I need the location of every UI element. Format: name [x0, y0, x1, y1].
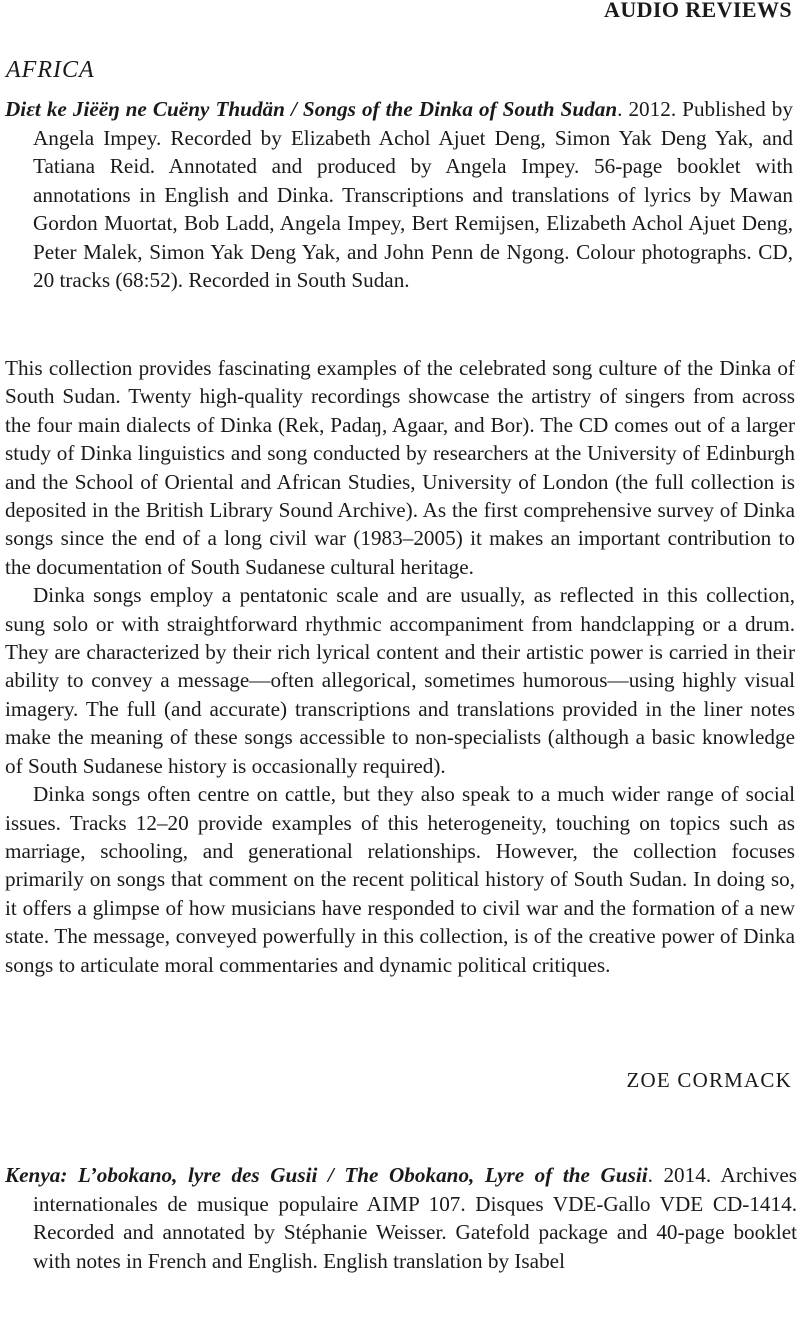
citation-details: . 2014. Archives internationales de musique populaire AIMP 107. Disques VDE-Gallo VDE CD-1414. Recorded and annotated by Stéphanie Weisser. Gatefold package and 40-page booklet with notes in French and English. English translation by Isabel: [33, 1163, 797, 1273]
review-citation: [5, 95, 793, 295]
album-title: Diɛt ke Jiëëŋ ne Cuëny Thudän / Songs of the Dinka of South Sudan: [5, 97, 618, 121]
review-author: ZOE CORMACK: [626, 1068, 792, 1092]
review-paragraph: Dinka songs often centre on cattle, but they also speak to a much wider range of social issues. Tracks 12–20 provide examples of this heterogeneity, touching on topics such as marriage, schooling, and generational relationships. However, the collection focuses primarily on songs that comment on the recent political history of South Sudan. In doing so, it offers a glimpse of how musicians have responded to civil war and the formation of a new state. The message, conveyed powerfully in this collection, is of the creative power of Dinka songs to articulate moral commentaries and dynamic political critiques.: [5, 782, 795, 977]
album-title: Kenya: L’obokano, lyre des Gusii / The Obokano, Lyre of the Gusii: [5, 1163, 648, 1187]
review-citation: [5, 1161, 797, 1275]
section-heading: AFRICA: [6, 57, 95, 83]
citation-details: . 2012. Published by Angela Impey. Recorded by Elizabeth Achol Ajuet Deng, Simon Yak Deng Yak, and Tatiana Reid. Annotated and produced by Angela Impey. 56-page booklet with annotations in English and Dinka. Transcriptions and translations of lyrics by Mawan Gordon Muortat, Bob Ladd, Angela Impey, Bert Remijsen, Elizabeth Achol Ajuet Deng, Peter Malek, Simon Yak Deng Yak, and John Penn de Ngong. Colour photographs. CD, 20 tracks (68:52). Recorded in South Sudan.: [33, 97, 793, 292]
review-body: [5, 354, 795, 979]
running-header: AUDIO REVIEWS: [604, 0, 792, 22]
review-paragraph: Dinka songs employ a pentatonic scale and are usually, as reflected in this collection, sung solo or with straightforward rhythmic accompaniment from handclapping or a drum. They are characterized by their rich lyrical content and their artistic power is carried in their ability to convey a message—often allegorical, sometimes humorous—using highly visual imagery. The full (and accurate) transcriptions and translations provided in the liner notes make the meaning of these songs accessible to non-specialists (although a basic knowledge of South Sudanese history is occasionally required).: [5, 583, 795, 778]
review-paragraph: This collection provides fascinating examples of the celebrated song culture of the Dinka of South Sudan. Twenty high-quality recordings showcase the artistry of singers from across the four main dialects of Dinka (Rek, Padaŋ, Agaar, and Bor). The CD comes out of a larger study of Dinka linguistics and song conducted by researchers at the University of Edinburgh and the School of Oriental and African Studies, University of London (the full collection is deposited in the British Library Sound Archive). As the first comprehensive survey of Dinka songs since the end of a long civil war (1983–2005) it makes an important contribution to the documentation of South Sudanese cultural heritage.: [5, 356, 795, 579]
